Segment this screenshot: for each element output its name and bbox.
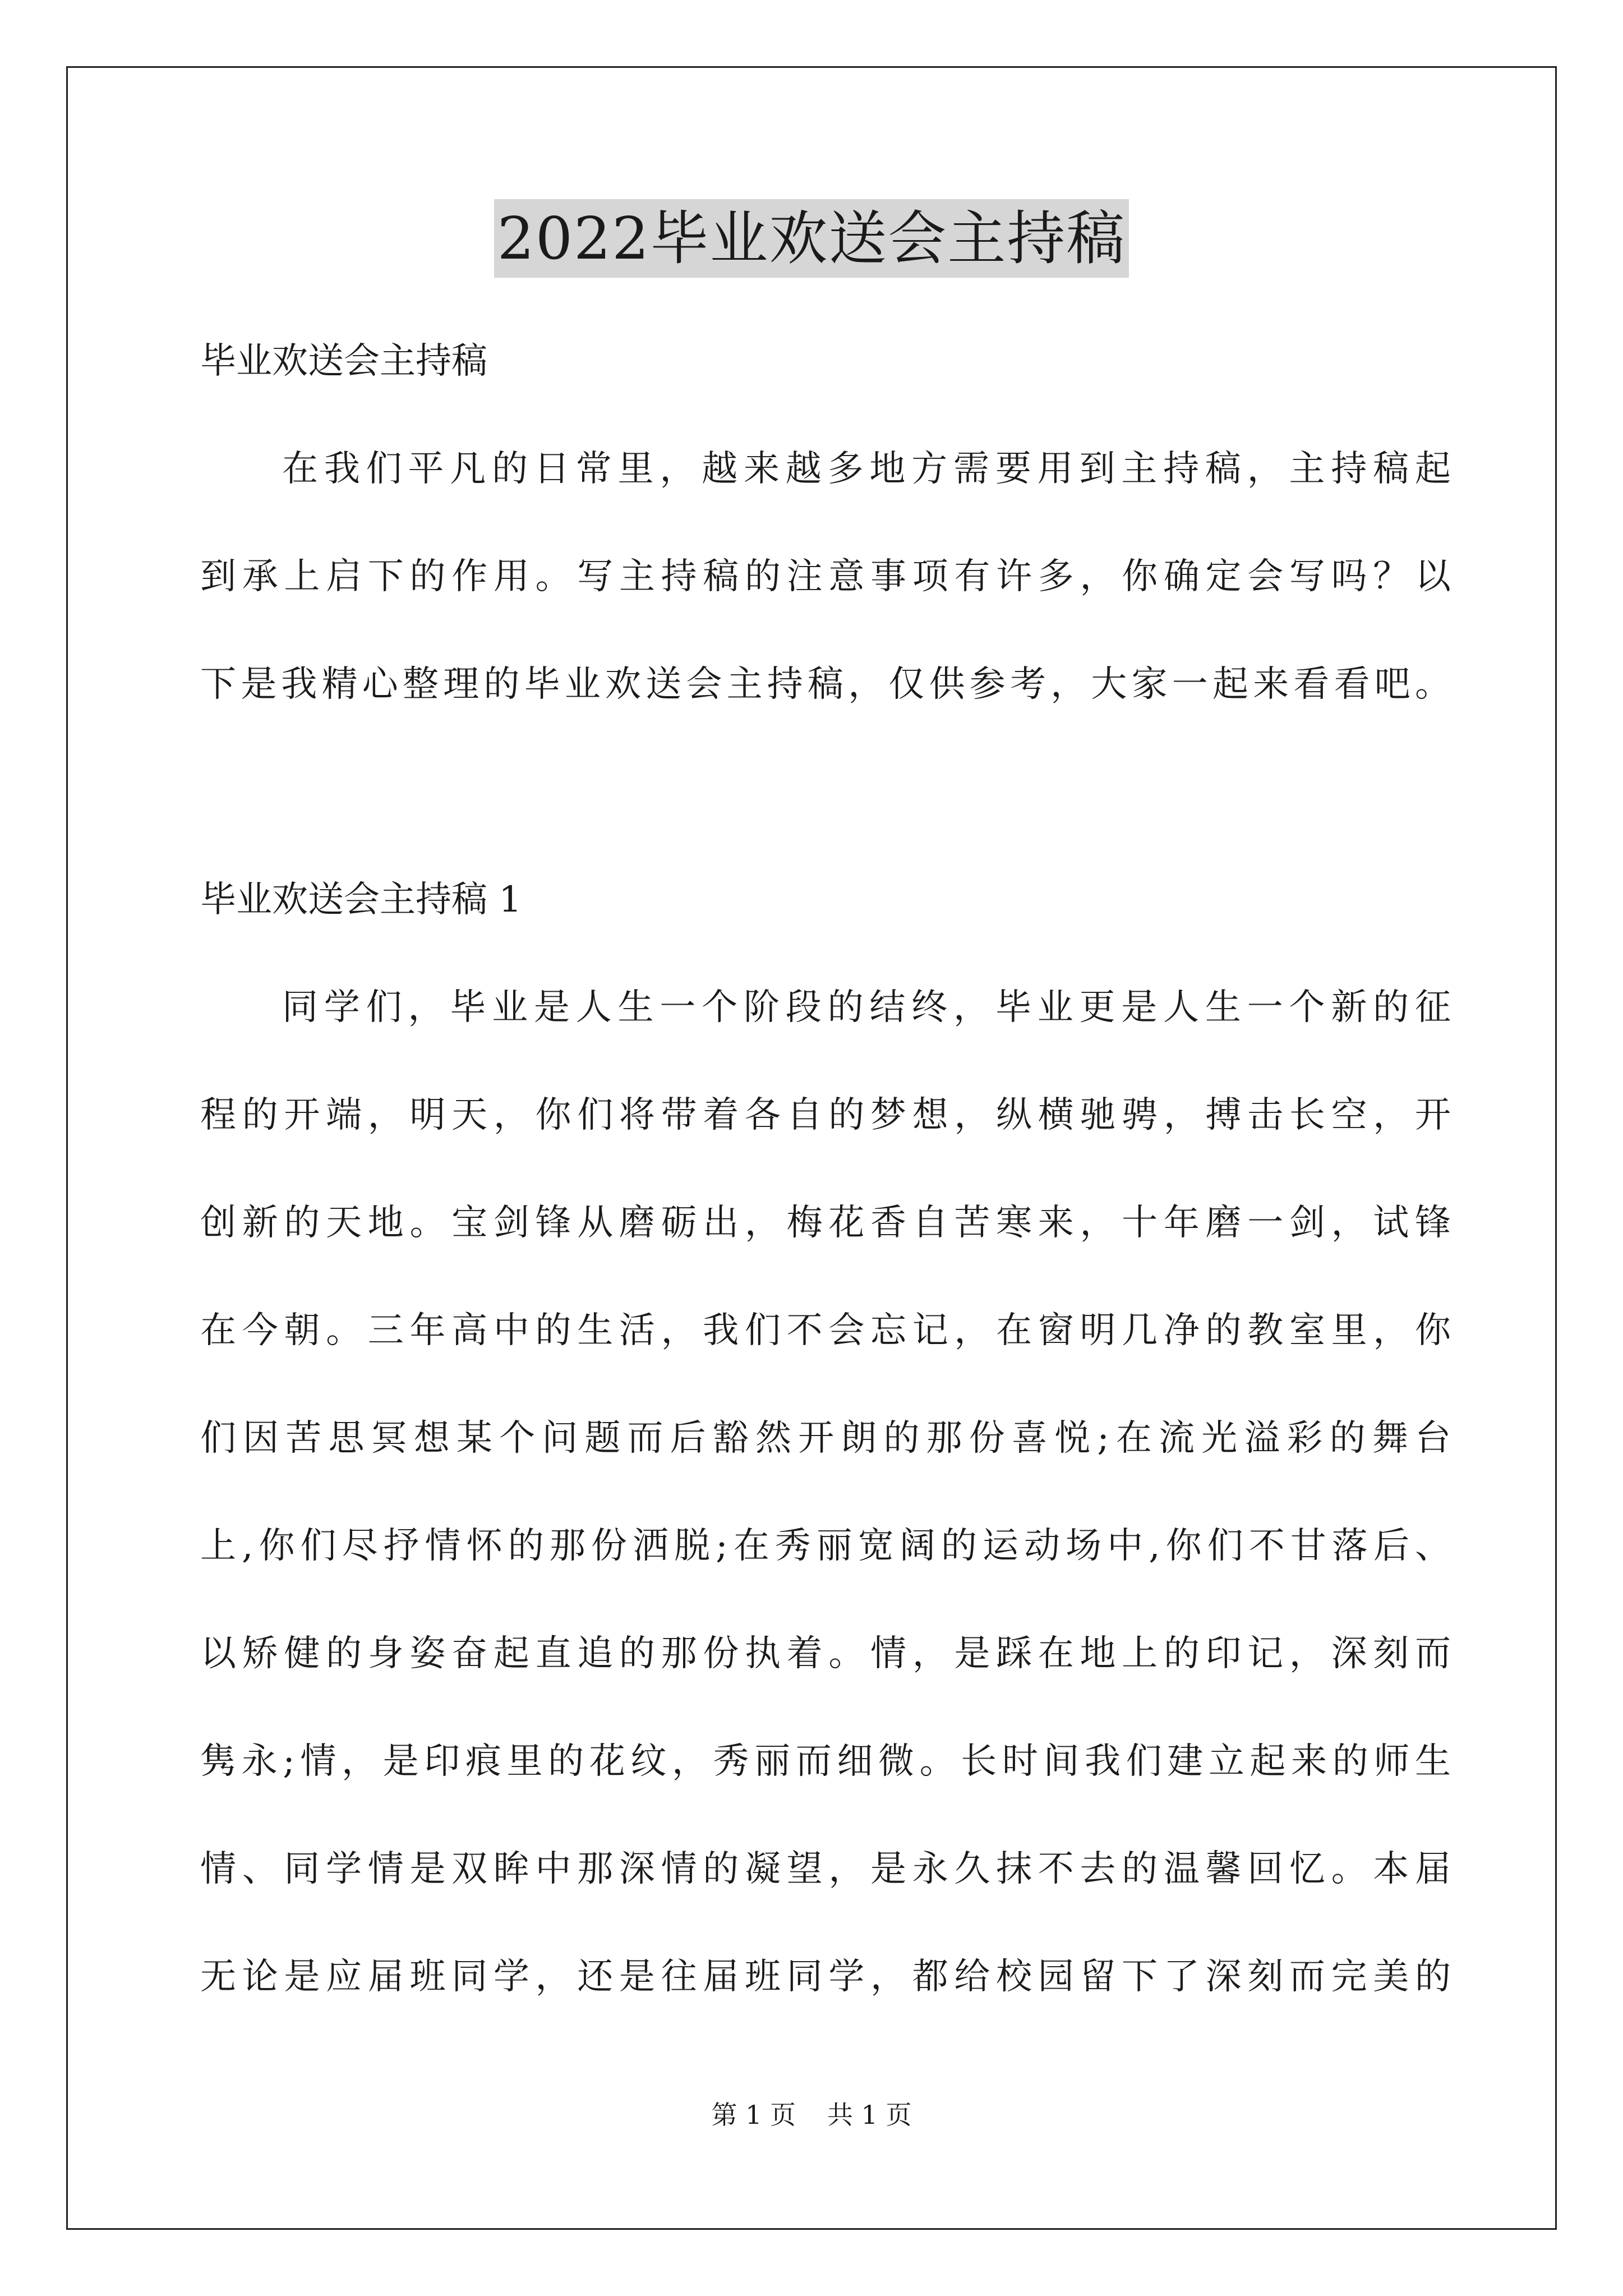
body-line: 上,你们尽抒情怀的那份洒脱;在秀丽宽阔的运动场中,你们不甘落后、 <box>200 1525 1451 1567</box>
body-line: 在今朝。三年高中的生活，我们不会忘记，在窗明几净的教室里，你 <box>200 1310 1451 1351</box>
page-number: 第 1 页 <box>711 2100 796 2130</box>
document-body <box>200 307 1451 2031</box>
intro-line: 到承上启下的作用。写主持稿的注意事项有许多，你确定会写吗？以 <box>200 556 1451 597</box>
page-total: 共 1 页 <box>827 2100 912 2130</box>
body-line: 情、同学情是双眸中那深情的凝望，是永久抹不去的温馨回忆。本届 <box>200 1848 1451 1890</box>
intro-line: 下是我精心整理的毕业欢送会主持稿，仅供参考，大家一起来看看吧。 <box>200 664 1451 705</box>
subtitle: 毕业欢送会主持稿 <box>200 341 487 382</box>
page-footer <box>0 2098 1623 2132</box>
body-line: 同学们，毕业是人生一个阶段的结终，毕业更是人生一个新的征 <box>282 987 1451 1028</box>
body-line: 无论是应届班同学，还是往届班同学，都给校园留下了深刻而完美的 <box>200 1956 1451 1998</box>
intro-line: 在我们平凡的日常里，越来越多地方需要用到主持稿，主持稿起 <box>282 448 1451 490</box>
document-title-text: 2022毕业欢送会主持稿 <box>494 199 1129 278</box>
body-line: 们因苦思冥想某个问题而后豁然开朗的那份喜悦;在流光溢彩的舞台 <box>200 1418 1451 1459</box>
section-heading: 毕业欢送会主持稿 1 <box>200 879 522 921</box>
document-title <box>0 199 1623 278</box>
body-line: 隽永;情，是印痕里的花纹，秀丽而细微。长时间我们建立起来的师生 <box>200 1741 1451 1782</box>
paragraph-gap <box>200 738 1451 846</box>
body-line: 创新的天地。宝剑锋从磨砺出，梅花香自苦寒来，十年磨一剑，试锋 <box>200 1202 1451 1244</box>
body-line: 以矫健的身姿奋起直追的那份执着。情，是踩在地上的印记，深刻而 <box>200 1633 1451 1674</box>
body-line: 程的开端，明天，你们将带着各自的梦想，纵横驰骋，搏击长空，开 <box>200 1094 1451 1136</box>
